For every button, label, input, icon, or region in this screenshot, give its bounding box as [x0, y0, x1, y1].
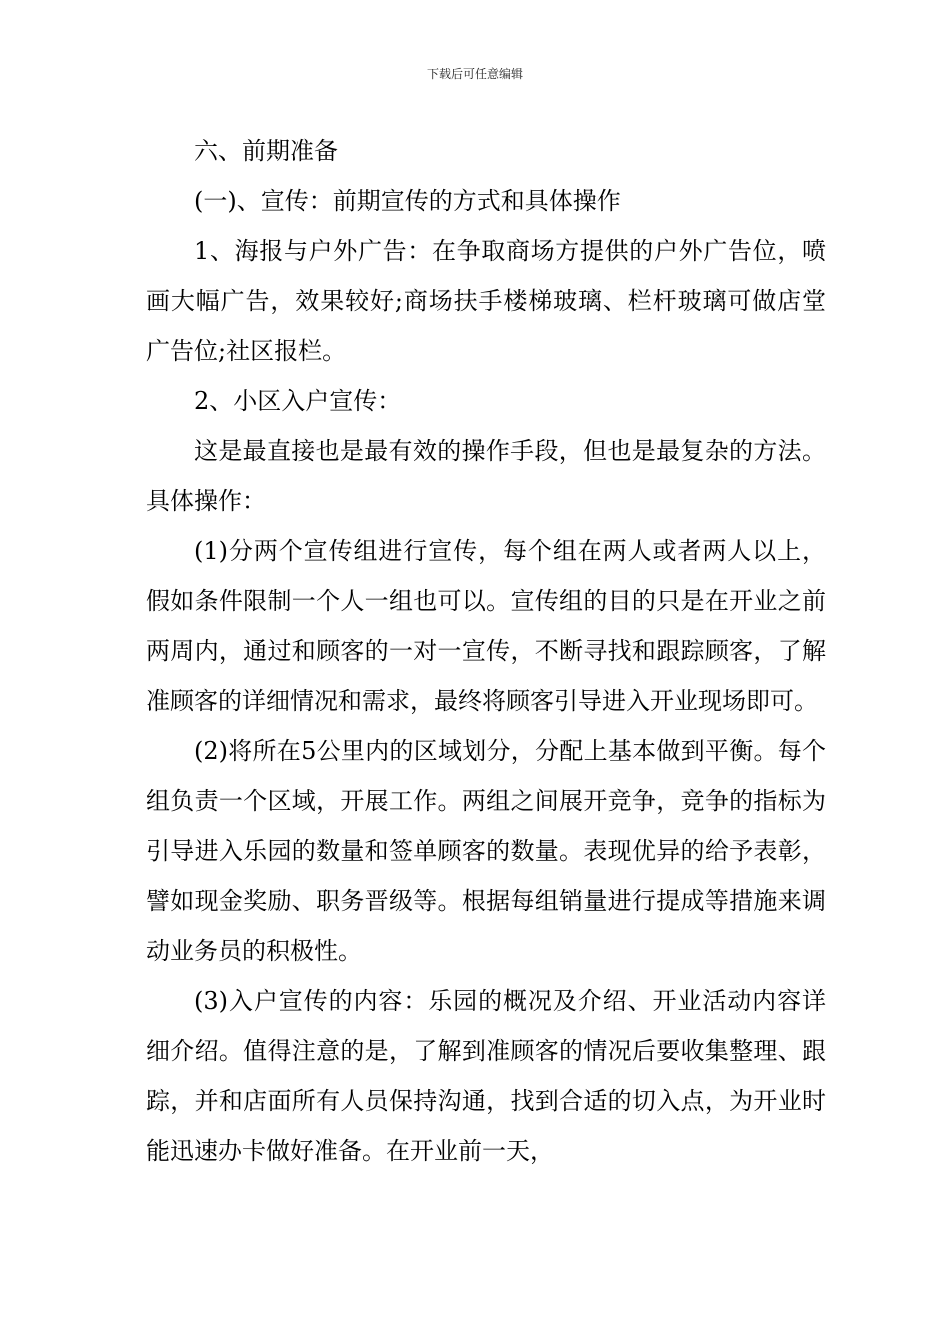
paragraph-community-intro: 这是最直接也是最有效的操作手段，但也是最复杂的方法。具体操作：	[146, 437, 826, 515]
paragraph-item-3: (3)入户宣传的内容：乐园的概况及介绍、开业活动内容详细介绍。值得注意的是，了解到准顾客的情况后要收集整理、跟踪，并和店面所有人员保持沟通，找到合适的切入点，为开业时能迅速办卡做好准备。在开业前一天，	[146, 987, 826, 1165]
paragraph-item-2: (2)将所在5公里内的区域划分，分配上基本做到平衡。每个组负责一个区域，开展工作。两组之间展开竞争，竞争的指标为引导进入乐园的数量和签单顾客的数量。表现优异的给予表彰，譬如现金奖励、职务晋级等。根据每组销量进行提成等措施来调动业务员的积极性。	[146, 737, 826, 965]
document-body	[146, 126, 826, 1176]
paragraph-poster-ads: 1、海报与户外广告：在争取商场方提供的户外广告位，喷画大幅广告，效果较好;商场扶手楼梯玻璃、栏杆玻璃可做店堂广告位;社区报栏。	[146, 237, 826, 365]
page-header: 下载后可任意编辑	[426, 67, 523, 81]
paragraph-item-1: (1)分两个宣传组进行宣传，每个组在两人或者两人以上，假如条件限制一个人一组也可以。宣传组的目的只是在开业之前两周内，通过和顾客的一对一宣传，不断寻找和跟踪顾客，了解准顾客的详细情况和需求，最终将顾客引导进入开业现场即可。	[146, 537, 826, 715]
paragraph-community-heading: 2、小区入户宣传：	[194, 387, 402, 415]
section-heading: 六、前期准备	[194, 137, 338, 165]
subsection-heading: (一)、宣传：前期宣传的方式和具体操作	[194, 187, 621, 215]
